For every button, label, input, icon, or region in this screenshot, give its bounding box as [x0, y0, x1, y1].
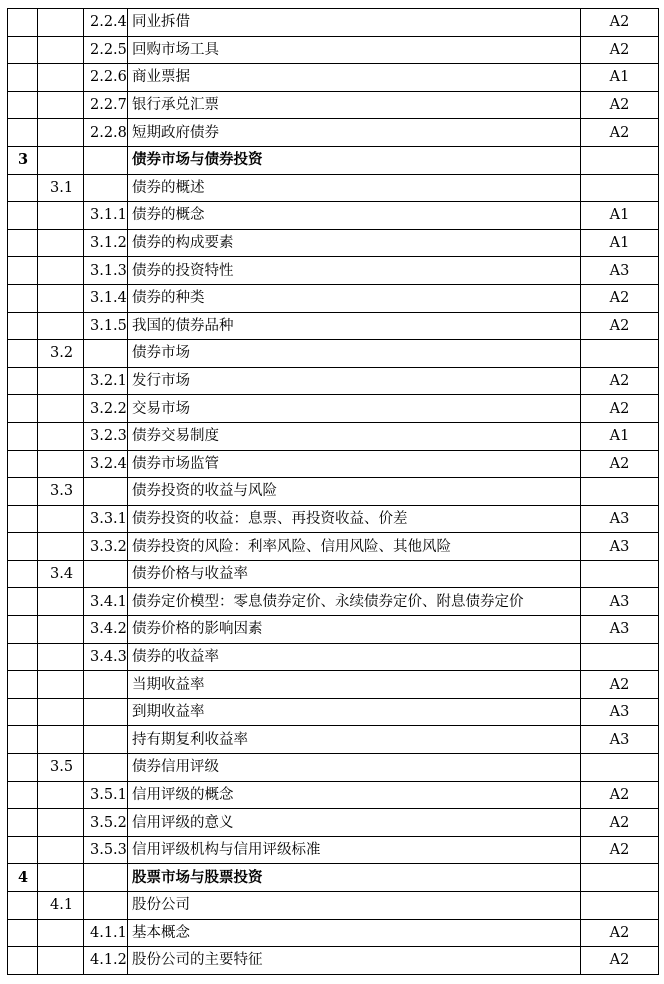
syllabus-table [7, 8, 659, 975]
item-number-cell [84, 560, 128, 588]
topic-title-cell: 股票市场与股票投资 [128, 864, 581, 892]
chapter-number-cell [8, 9, 38, 37]
chapter-number-cell [8, 947, 38, 975]
requirement-level-cell: A3 [581, 616, 659, 644]
chapter-number-cell [8, 588, 38, 616]
chapter-number-cell [8, 616, 38, 644]
chapter-number-cell [8, 312, 38, 340]
section-number-cell [38, 36, 84, 64]
requirement-level-cell: A2 [581, 947, 659, 975]
requirement-level-cell: A3 [581, 726, 659, 754]
item-number-cell: 3.2.1 [84, 367, 128, 395]
chapter-number-cell [8, 202, 38, 230]
item-number-cell: 4.1.1 [84, 919, 128, 947]
section-number-cell [38, 91, 84, 119]
requirement-level-cell: A2 [581, 119, 659, 147]
chapter-number-cell [8, 560, 38, 588]
topic-title-cell: 信用评级机构与信用评级标准 [128, 836, 581, 864]
chapter-number-cell [8, 229, 38, 257]
item-number-cell: 3.5.2 [84, 809, 128, 837]
topic-title-cell: 债券交易制度 [128, 422, 581, 450]
topic-title-cell: 债券定价模型：零息债券定价、永续债券定价、附息债券定价 [128, 588, 581, 616]
item-number-cell: 3.1.2 [84, 229, 128, 257]
topic-title-cell: 债券的投资特性 [128, 257, 581, 285]
section-number-cell [38, 257, 84, 285]
table-row [8, 505, 659, 533]
table-row [8, 836, 659, 864]
chapter-row [8, 146, 659, 174]
section-row [8, 560, 659, 588]
item-number-cell [84, 340, 128, 368]
section-number-cell [38, 229, 84, 257]
table-row [8, 64, 659, 92]
topic-title-cell: 短期政府债券 [128, 119, 581, 147]
section-number-cell: 3.1 [38, 174, 84, 202]
table-row [8, 422, 659, 450]
item-number-cell: 3.4.3 [84, 643, 128, 671]
requirement-level-cell: A2 [581, 91, 659, 119]
topic-title-cell: 基本概念 [128, 919, 581, 947]
item-number-cell: 2.2.7 [84, 91, 128, 119]
item-number-cell: 2.2.8 [84, 119, 128, 147]
chapter-number-cell [8, 450, 38, 478]
topic-title-cell: 回购市场工具 [128, 36, 581, 64]
requirement-level-cell: A2 [581, 809, 659, 837]
chapter-number-cell [8, 643, 38, 671]
chapter-number-cell: 3 [8, 146, 38, 174]
table-row [8, 671, 659, 699]
syllabus-table-body [8, 9, 659, 975]
chapter-number-cell [8, 478, 38, 506]
topic-title-cell: 债券价格的影响因素 [128, 616, 581, 644]
section-number-cell [38, 422, 84, 450]
section-number-cell [38, 919, 84, 947]
item-number-cell: 3.4.2 [84, 616, 128, 644]
item-number-cell [84, 892, 128, 920]
item-number-cell: 2.2.4 [84, 9, 128, 37]
chapter-number-cell: 4 [8, 864, 38, 892]
section-number-cell [38, 9, 84, 37]
table-row [8, 533, 659, 561]
section-number-cell [38, 367, 84, 395]
item-number-cell: 3.5.1 [84, 781, 128, 809]
table-row [8, 284, 659, 312]
section-number-cell [38, 726, 84, 754]
topic-title-cell: 我国的债券品种 [128, 312, 581, 340]
table-row [8, 588, 659, 616]
requirement-level-cell [581, 892, 659, 920]
chapter-number-cell [8, 671, 38, 699]
table-row [8, 809, 659, 837]
topic-title-cell: 持有期复利收益率 [128, 726, 581, 754]
topic-title-cell: 债券的概念 [128, 202, 581, 230]
requirement-level-cell: A2 [581, 312, 659, 340]
requirement-level-cell: A2 [581, 9, 659, 37]
section-number-cell: 4.1 [38, 892, 84, 920]
item-number-cell: 2.2.5 [84, 36, 128, 64]
item-number-cell: 3.1.3 [84, 257, 128, 285]
chapter-number-cell [8, 422, 38, 450]
chapter-number-cell [8, 533, 38, 561]
table-row [8, 36, 659, 64]
requirement-level-cell: A1 [581, 202, 659, 230]
item-number-cell [84, 478, 128, 506]
table-row [8, 257, 659, 285]
topic-title-cell: 债券价格与收益率 [128, 560, 581, 588]
section-number-cell: 3.4 [38, 560, 84, 588]
topic-title-cell: 债券市场监管 [128, 450, 581, 478]
table-row [8, 202, 659, 230]
item-number-cell: 3.1.4 [84, 284, 128, 312]
topic-title-cell: 债券投资的风险：利率风险、信用风险、其他风险 [128, 533, 581, 561]
chapter-number-cell [8, 781, 38, 809]
requirement-level-cell: A2 [581, 284, 659, 312]
section-number-cell [38, 284, 84, 312]
section-number-cell [38, 616, 84, 644]
requirement-level-cell: A3 [581, 257, 659, 285]
section-number-cell [38, 202, 84, 230]
chapter-number-cell [8, 395, 38, 423]
table-row [8, 91, 659, 119]
requirement-level-cell: A1 [581, 64, 659, 92]
requirement-level-cell: A2 [581, 36, 659, 64]
requirement-level-cell: A2 [581, 395, 659, 423]
topic-title-cell: 债券的收益率 [128, 643, 581, 671]
section-number-cell [38, 781, 84, 809]
item-number-cell [84, 174, 128, 202]
section-number-cell [38, 864, 84, 892]
requirement-level-cell: A1 [581, 422, 659, 450]
item-number-cell [84, 698, 128, 726]
table-row [8, 119, 659, 147]
topic-title-cell: 信用评级的意义 [128, 809, 581, 837]
requirement-level-cell: A2 [581, 836, 659, 864]
section-row [8, 174, 659, 202]
section-number-cell [38, 64, 84, 92]
section-row [8, 892, 659, 920]
requirement-level-cell: A1 [581, 229, 659, 257]
requirement-level-cell: A3 [581, 698, 659, 726]
section-number-cell [38, 533, 84, 561]
requirement-level-cell: A2 [581, 919, 659, 947]
item-number-cell: 3.1.5 [84, 312, 128, 340]
requirement-level-cell: A2 [581, 367, 659, 395]
topic-title-cell: 当期收益率 [128, 671, 581, 699]
chapter-number-cell [8, 505, 38, 533]
chapter-number-cell [8, 698, 38, 726]
item-number-cell: 2.2.6 [84, 64, 128, 92]
chapter-row [8, 864, 659, 892]
requirement-level-cell: A2 [581, 450, 659, 478]
section-number-cell [38, 312, 84, 340]
chapter-number-cell [8, 284, 38, 312]
item-number-cell: 4.1.2 [84, 947, 128, 975]
topic-title-cell: 债券的种类 [128, 284, 581, 312]
topic-title-cell: 交易市场 [128, 395, 581, 423]
chapter-number-cell [8, 726, 38, 754]
section-row [8, 754, 659, 782]
table-row [8, 726, 659, 754]
section-number-cell [38, 450, 84, 478]
item-number-cell: 3.2.3 [84, 422, 128, 450]
chapter-number-cell [8, 809, 38, 837]
requirement-level-cell: A3 [581, 505, 659, 533]
table-row [8, 367, 659, 395]
item-number-cell: 3.4.1 [84, 588, 128, 616]
table-row [8, 312, 659, 340]
chapter-number-cell [8, 64, 38, 92]
topic-title-cell: 债券信用评级 [128, 754, 581, 782]
item-number-cell: 3.2.2 [84, 395, 128, 423]
topic-title-cell: 债券投资的收益与风险 [128, 478, 581, 506]
chapter-number-cell [8, 174, 38, 202]
item-number-cell [84, 864, 128, 892]
section-number-cell [38, 505, 84, 533]
chapter-number-cell [8, 257, 38, 285]
item-number-cell: 3.3.2 [84, 533, 128, 561]
chapter-number-cell [8, 836, 38, 864]
table-row [8, 643, 659, 671]
requirement-level-cell [581, 754, 659, 782]
chapter-number-cell [8, 36, 38, 64]
chapter-number-cell [8, 367, 38, 395]
table-row [8, 919, 659, 947]
item-number-cell: 3.1.1 [84, 202, 128, 230]
topic-title-cell: 债券市场与债券投资 [128, 146, 581, 174]
item-number-cell [84, 754, 128, 782]
chapter-number-cell [8, 754, 38, 782]
requirement-level-cell [581, 560, 659, 588]
topic-title-cell: 债券市场 [128, 340, 581, 368]
item-number-cell: 3.3.1 [84, 505, 128, 533]
section-row [8, 340, 659, 368]
requirement-level-cell [581, 643, 659, 671]
item-number-cell [84, 726, 128, 754]
item-number-cell [84, 146, 128, 174]
requirement-level-cell: A3 [581, 533, 659, 561]
topic-title-cell: 债券的构成要素 [128, 229, 581, 257]
table-row [8, 229, 659, 257]
table-row [8, 616, 659, 644]
requirement-level-cell: A2 [581, 781, 659, 809]
chapter-number-cell [8, 892, 38, 920]
chapter-number-cell [8, 91, 38, 119]
section-number-cell [38, 146, 84, 174]
section-number-cell [38, 119, 84, 147]
table-row [8, 9, 659, 37]
requirement-level-cell [581, 174, 659, 202]
requirement-level-cell [581, 340, 659, 368]
table-row [8, 395, 659, 423]
section-number-cell: 3.5 [38, 754, 84, 782]
item-number-cell: 3.5.3 [84, 836, 128, 864]
requirement-level-cell [581, 864, 659, 892]
requirement-level-cell [581, 146, 659, 174]
section-number-cell [38, 588, 84, 616]
table-row [8, 781, 659, 809]
chapter-number-cell [8, 119, 38, 147]
item-number-cell [84, 671, 128, 699]
requirement-level-cell: A3 [581, 588, 659, 616]
table-row [8, 698, 659, 726]
requirement-level-cell: A2 [581, 671, 659, 699]
topic-title-cell: 债券投资的收益：息票、再投资收益、价差 [128, 505, 581, 533]
chapter-number-cell [8, 340, 38, 368]
topic-title-cell: 债券的概述 [128, 174, 581, 202]
section-number-cell [38, 395, 84, 423]
item-number-cell: 3.2.4 [84, 450, 128, 478]
table-row [8, 947, 659, 975]
topic-title-cell: 发行市场 [128, 367, 581, 395]
section-number-cell [38, 809, 84, 837]
chapter-number-cell [8, 919, 38, 947]
section-number-cell [38, 643, 84, 671]
topic-title-cell: 信用评级的概念 [128, 781, 581, 809]
section-number-cell: 3.2 [38, 340, 84, 368]
section-number-cell [38, 671, 84, 699]
topic-title-cell: 股份公司 [128, 892, 581, 920]
table-row [8, 450, 659, 478]
section-number-cell [38, 947, 84, 975]
section-number-cell: 3.3 [38, 478, 84, 506]
topic-title-cell: 同业拆借 [128, 9, 581, 37]
requirement-level-cell [581, 478, 659, 506]
topic-title-cell: 股份公司的主要特征 [128, 947, 581, 975]
topic-title-cell: 商业票据 [128, 64, 581, 92]
section-number-cell [38, 698, 84, 726]
section-row [8, 478, 659, 506]
topic-title-cell: 银行承兑汇票 [128, 91, 581, 119]
topic-title-cell: 到期收益率 [128, 698, 581, 726]
section-number-cell [38, 836, 84, 864]
